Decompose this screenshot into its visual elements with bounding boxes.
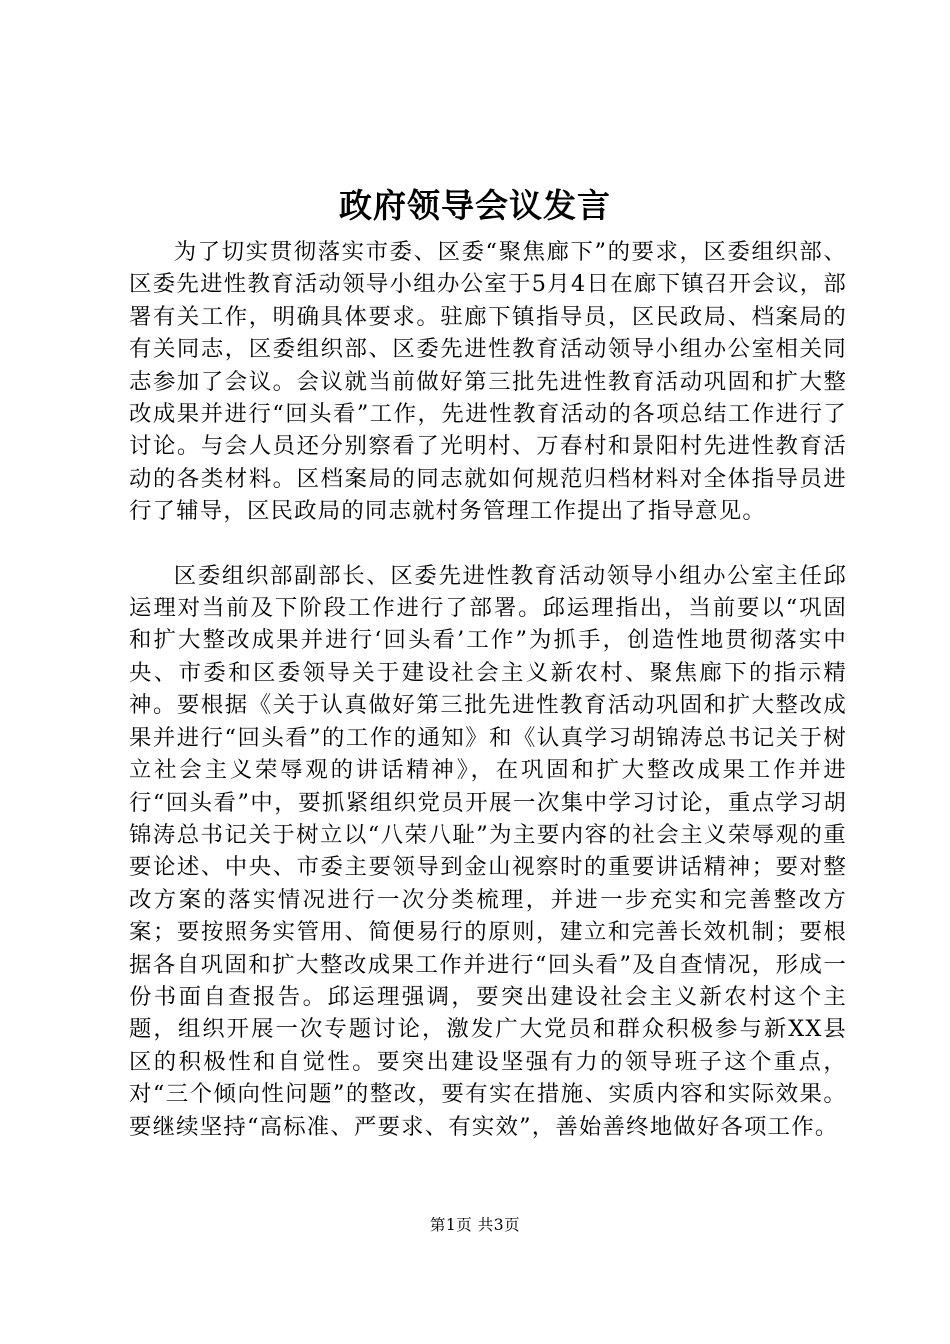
page-number-footer: 第1页 共3页: [429, 1216, 521, 1234]
document-body: [129, 236, 847, 1143]
document-title: 政府领导会议发言: [339, 186, 611, 225]
paragraph-1: 为了切实贯彻落实市委、区委“聚焦廊下”的要求，区委组织部、区委先进性教育活动领导小组办公室于5月4日在廊下镇召开会议，部署有关工作，明确具体要求。驻廊下镇指导员，区民政局、档案局的有关同志，区委组织部、区委先进性教育活动领导小组办公室相关同志参加了会议。会议就当前做好第三批先进性教育活动巩固和扩大整改成果并进行“回头看”工作，先进性教育活动的各项总结工作进行了讨论。与会人员还分别察看了光明村、万春村和景阳村先进性教育活动的各类材料。区档案局的同志就如何规范归档材料对全体指导员进行了辅导，区民政局的同志就村务管理工作提出了指导意见。: [129, 239, 847, 525]
paragraph-2: 区委组织部副部长、区委先进性教育活动领导小组办公室主任邱运理对当前及下阶段工作进行了部署。邱运理指出，当前要以“巩固和扩大整改成果并进行‘回头看’工作”为抓手，创造性地贯彻落实中央、市委和区委领导关于建设社会主义新农村、聚焦廊下的指示精神。要根据《关于认真做好第三批先进性教育活动巩固和扩大整改成果并进行“回头看”的工作的通知》和《认真学习胡锦涛总书记关于树立社会主义荣辱观的讲话精神》，在巩固和扩大整改成果工作并进行“回头看”中，要抓紧组织党员开展一次集中学习讨论，重点学习胡锦涛总书记关于树立以“八荣八耻”为主要内容的社会主义荣辱观的重要论述、中央、市委主要领导到金山视察时的重要讲话精神；要对整改方案的落实情况进行一次分类梳理，并进一步充实和完善整改方案；要按照务实管用、简便易行的原则，建立和完善长效机制；要根据各自巩固和扩大整改成果工作并进行“回头看”及自查情况，形成一份书面自查报告。邱运理强调，要突出建设社会主义新农村这个主题，组织开展一次专题讨论，激发广大党员和群众积极参与新XX县区的积极性和自觉性。要突出建设坚强有力的领导班子这个重点，对“三个倾向性问题”的整改，要有实在措施、实质内容和实际效果。要继续坚持“高标准、严要求、有实效”，善始善终地做好各项工作。: [129, 562, 847, 1140]
